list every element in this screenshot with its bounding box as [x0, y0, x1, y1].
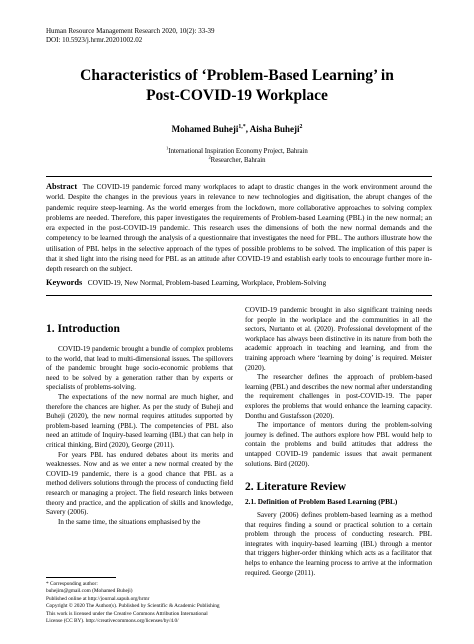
section-heading-introduction: 1. Introduction — [46, 323, 120, 335]
author-2-affil: 2 — [299, 124, 303, 130]
paragraph: The importance of mentors during the problem-solving journey is defined. The authors explore how PBL would help to contain the problems and build attitudes that address the untapped COVID-19 pandemic issues that await permanent solutions. Bird (2020). — [245, 421, 432, 468]
footnote-rule — [46, 577, 116, 578]
footnote-line: This work is licensed under the Creative Commons Attribution International — [46, 610, 208, 617]
footnote-line: * Corresponding author: — [46, 581, 98, 587]
journal-header — [46, 27, 215, 45]
paragraph: COVID-19 pandemic brought a bundle of complex problems to the world, that lead to multi-dimensional issues. The spillovers of the pandemic brought huge socio-economic problems that need to be solved by a generation rather than by experts or specialists of problems-solving. — [46, 345, 233, 392]
keywords-bottom-rule — [46, 295, 432, 296]
footnote-line: Published online at http://journal.sapub.org/hrmr — [46, 595, 150, 602]
paragraph: COVID-19 pandemic brought in also significant training needs for people in the workplace and the communities in all the sectors, Nurtanto et al. (2020). Professional development of the workplace has always been distinctive in its nature from both the academic approach in teaching and learning, and from the training approach where ‘learning by doing’ is required. Meister (2020). — [245, 306, 432, 372]
journal-citation: Human Resource Management Research 2020, 10(2): 33-39 — [46, 27, 215, 35]
title-line-1: Characteristics of ‘Problem-Based Learning’ in — [80, 67, 394, 84]
abstract-label: Abstract — [46, 182, 78, 191]
footnote-line: buhejim@gmail.com (Mohamed Buheji) — [46, 588, 133, 595]
keywords-text: COVID-19, New Normal, Problem-based Learning, Workplace, Problem-Solving — [87, 278, 327, 287]
affiliation-2-text: Researcher, Bahrain — [210, 157, 266, 164]
keywords — [46, 278, 432, 288]
abstract-top-rule — [46, 176, 432, 177]
author-1-affil: 1,* — [238, 124, 246, 130]
affiliation-1-sup: 1 — [166, 145, 169, 151]
abstract — [46, 182, 432, 275]
doi: DOI: 10.5923/j.hrmr.20201002.02 — [46, 36, 143, 44]
footnotes — [46, 581, 246, 625]
affiliation-1-text: International Inspiration Economy Project, Bahrain — [168, 148, 308, 155]
paragraph: For years PBL has endured debates about its merits and weaknesses. Now and as we enter a new normal created by the COVID-19 pandemic, there is a good chance that PBL as a method delivers solutions through the process of conducting field research or managing a project. The field research links between theory and practice, and the application of skills and knowledge, Savery (2006). — [46, 450, 233, 517]
footnote-line: Copyright © 2020 The Author(s). Published by Scientific & Academic Publishing — [46, 603, 220, 610]
author-1: Mohamed Buheji — [171, 124, 239, 134]
abstract-text: The COVID-19 pandemic forced many workplaces to adapt to drastic changes in the work environment around the world. Despite the changes in the previous years in relevance to new technologies and digitisation, the abrupt changes of the pandemic require steep-learning. As the world emerges from the lockdown, more collaborative approaches to solving complex problems are needed. Therefore, this paper investigates the requirements of Problem-based Learning (PBL) in the new normal; an era expected in the post-COVID-19 pandemic. This research uses the dimensions of both the new normal demands and the competency to be learned through the analysis of a questionnaire that investigates the need for PBL. The authors illustrate how the utilisation of PBL helps in the selective approach of the types of possible problems to be solved. The implication of this paper is that it shed light into the rising need for PBL as an attitude after COVID-19 and establish early tools to encourage further more in-depth research on the subject. — [46, 182, 432, 274]
paragraph: In the same time, the situations emphasised by the — [58, 517, 201, 526]
affiliations — [30, 147, 444, 165]
affiliation-2-sup: 2 — [208, 154, 211, 160]
title-line-2: Post-COVID-19 Workplace — [146, 87, 328, 104]
author-separator: , — [245, 124, 250, 134]
subsection-heading: 2.1. Definition of Problem Based Learning (PBL) — [245, 497, 398, 507]
paragraph: Savery (2006) defines problem-based learning as a method that requires finding a sound or practical solution to a certain problem through the process of conducting research. PBL integrates with inquiry-based learning (IBL) through a mentor that triggers higher-order thinking which acts as a facilitator that helps to enhance the learning process to arrive at the information required. George (2011). — [245, 511, 432, 577]
section-heading-literature-review: 2. Literature Review — [245, 481, 347, 494]
author-list — [30, 124, 444, 134]
paragraph: The researcher defines the approach of problem-based learning (PBL) and describes the new normal after understanding the requirement challenges in post-COVID-19. The paper explores the problems that would enhance the learning capacity. Donthu and Gustafsson (2020). — [245, 373, 432, 420]
right-column — [245, 306, 432, 578]
affiliation-2 — [30, 156, 444, 165]
keywords-label: Keywords — [46, 278, 83, 287]
paper-title — [30, 66, 444, 106]
author-2: Aisha Buheji — [249, 124, 300, 134]
footnote-line: License (CC BY). http://creativecommons.org/licenses/by/4.0/ — [46, 618, 179, 625]
left-column — [46, 322, 233, 527]
paragraph: The expectations of the new normal are much higher, and therefore the chances are higher. As per the study of Buheji and Buheji (2020), the new normal requires attitudes supported by problem-based learning (PBL). The competencies of PBL also need an attitude of Inquiry-based learning (IBL) that can help in critical thinking, Bird (2020), George (2011). — [46, 392, 233, 449]
affiliation-1 — [30, 147, 444, 156]
